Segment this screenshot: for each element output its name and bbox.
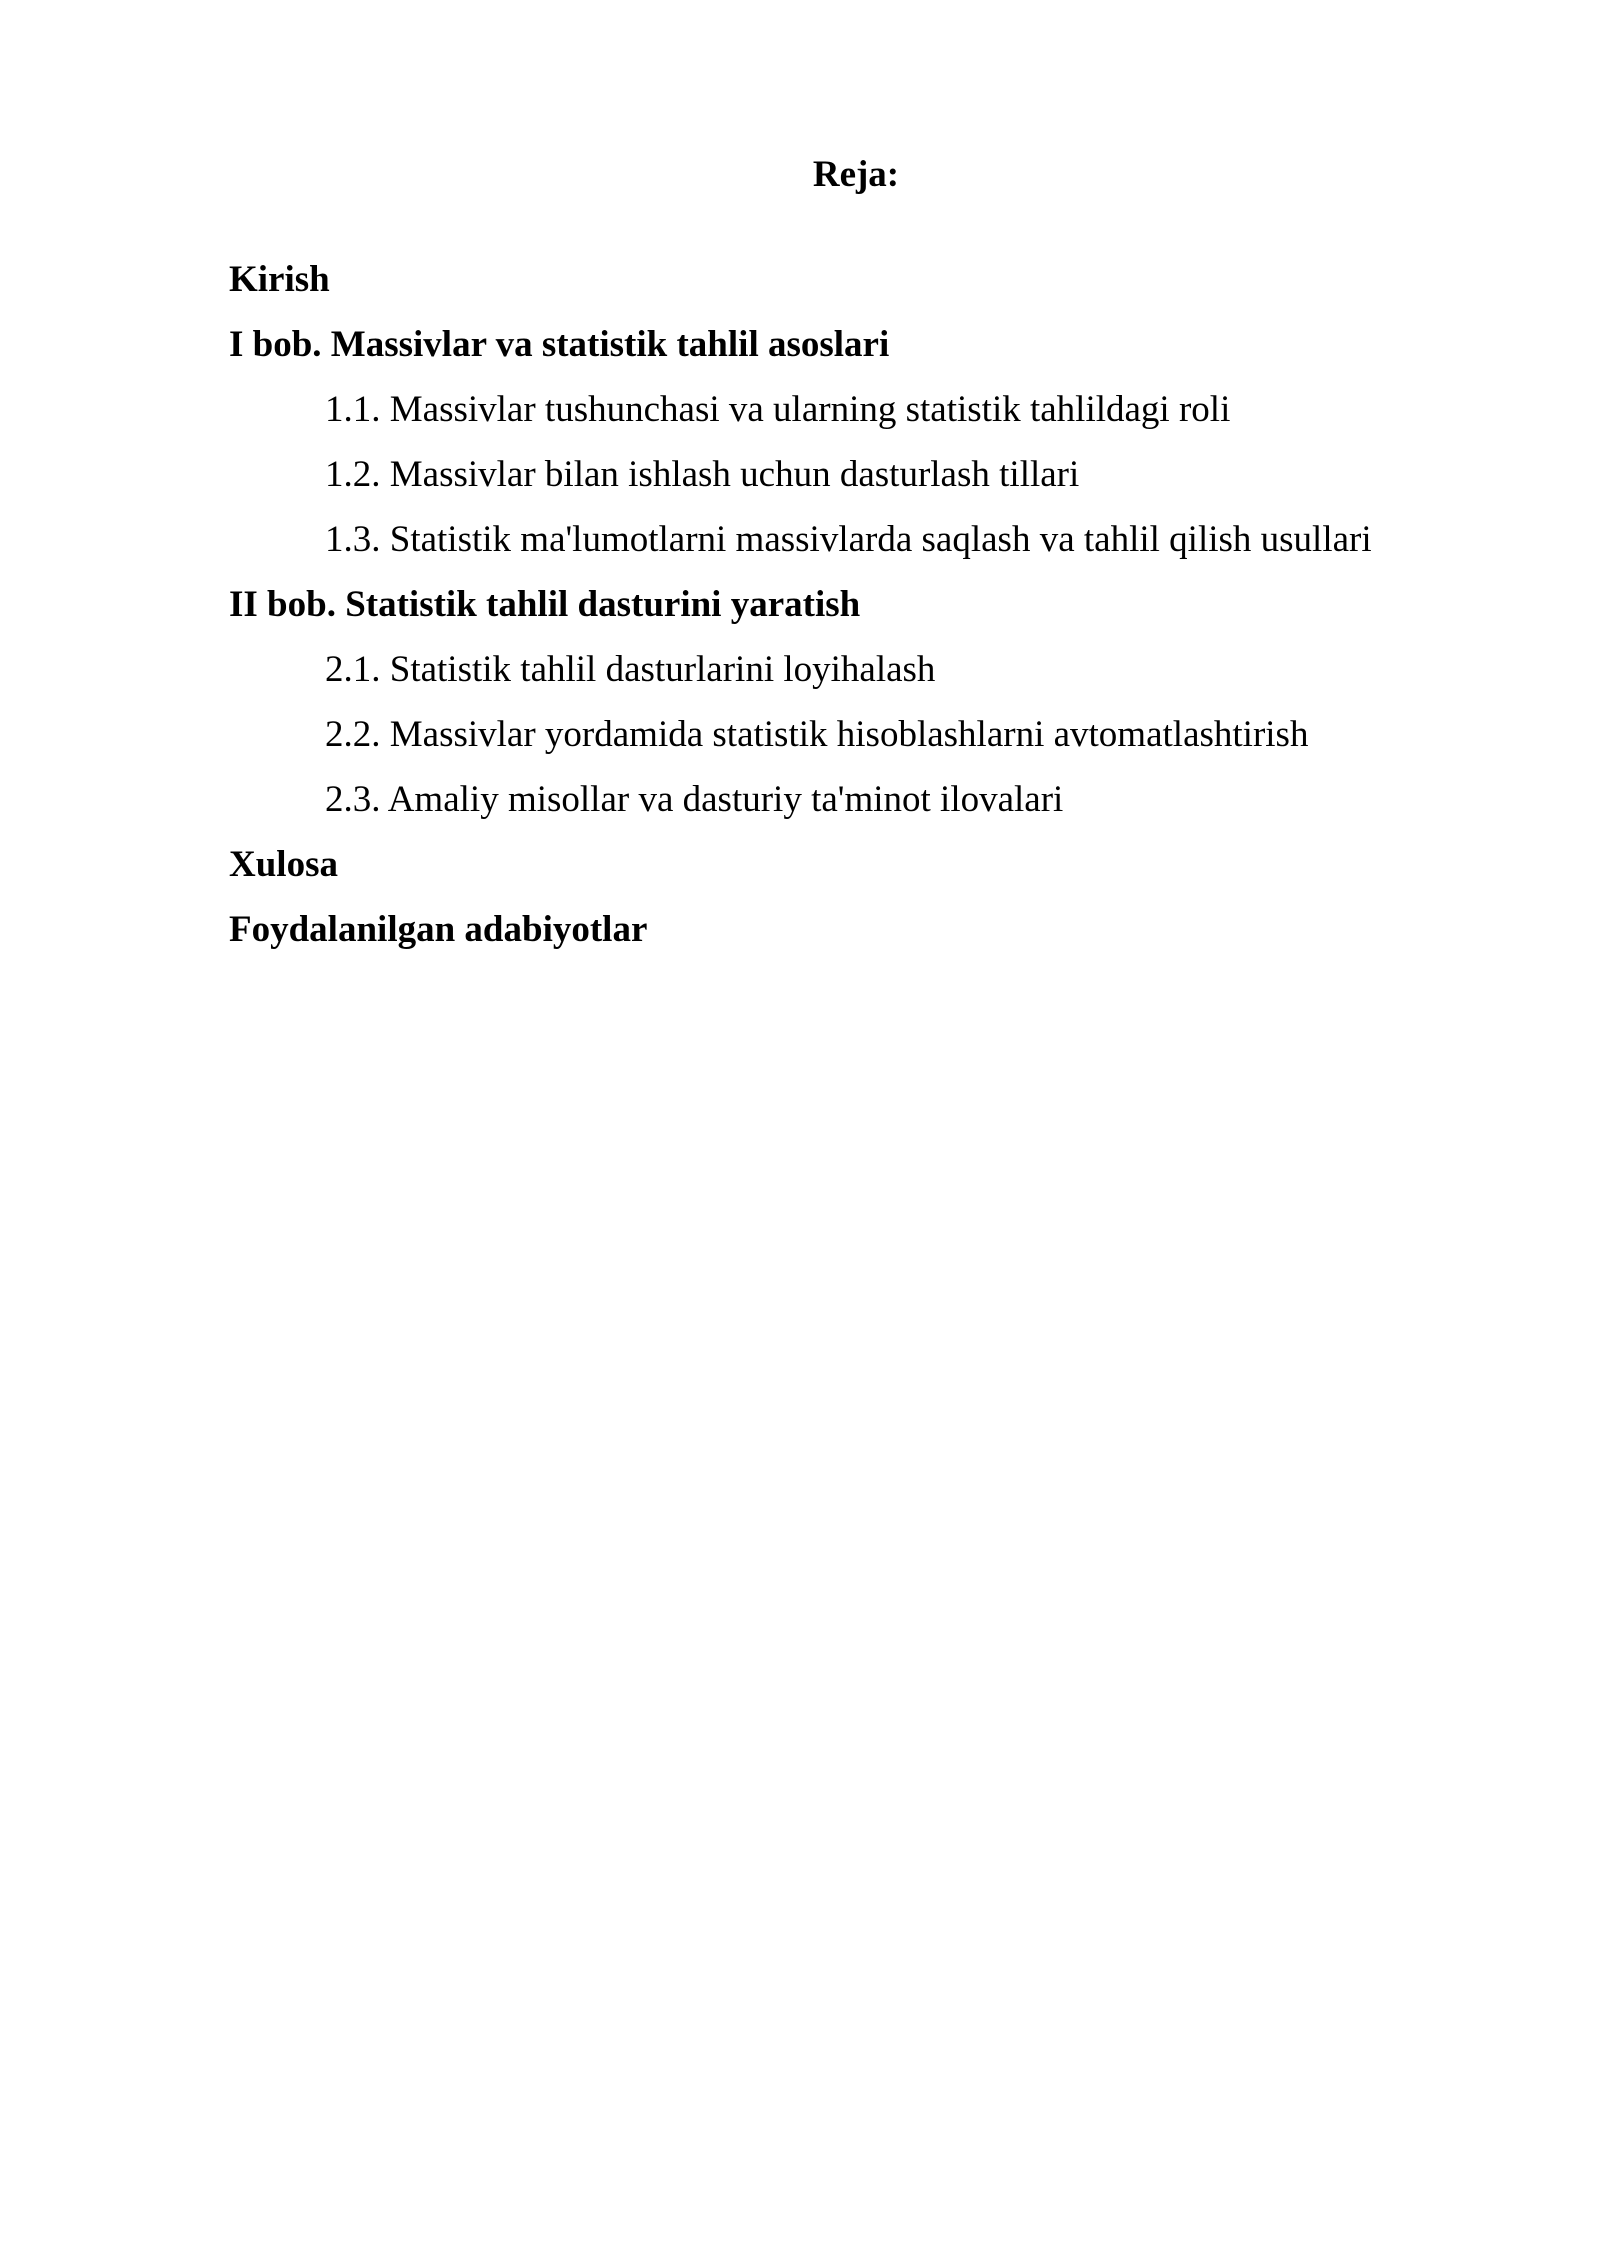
- toc-section-1-1: 1.1. Massivlar tushunchasi va ularning statistik tahlildagi roli: [325, 389, 1231, 430]
- toc-section-2-3: 2.3. Amaliy misollar va dasturiy ta'minot ilovalari: [325, 779, 1064, 820]
- toc-item-references: Foydalanilgan adabiyotlar: [229, 909, 648, 950]
- toc-item-conclusion: Xulosa: [229, 844, 338, 885]
- table-of-contents: [229, 247, 1529, 962]
- toc-section-1-2: 1.2. Massivlar bilan ishlash uchun dasturlash tillari: [325, 454, 1080, 495]
- toc-section-2-1: 2.1. Statistik tahlil dasturlarini loyihalash: [325, 649, 936, 690]
- toc-section-1-3: 1.3. Statistik ma'lumotlarni massivlarda saqlash va tahlil qilish usullari: [325, 519, 1372, 560]
- toc-section-2-2: 2.2. Massivlar yordamida statistik hisoblashlarni avtomatlashtirish: [325, 714, 1309, 755]
- toc-chapter-1: I bob. Massivlar va statistik tahlil asoslari: [229, 324, 890, 365]
- page-title: Reja:: [812, 154, 900, 195]
- toc-chapter-2: II bob. Statistik tahlil dasturini yaratish: [229, 584, 861, 625]
- toc-item-introduction: Kirish: [229, 259, 330, 300]
